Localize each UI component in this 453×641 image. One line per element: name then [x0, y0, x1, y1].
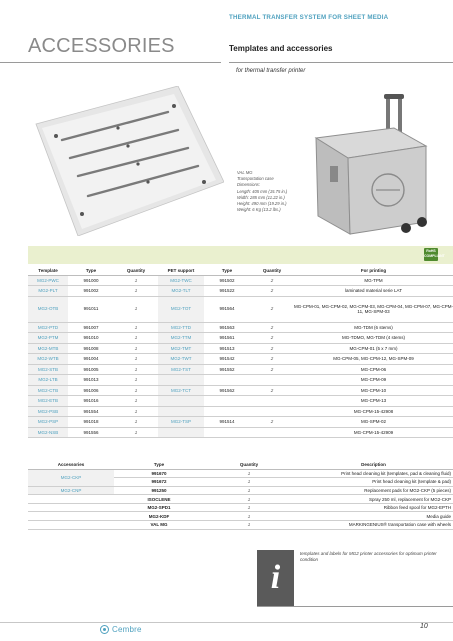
table-header-row: [28, 460, 453, 469]
pet-type: [204, 396, 250, 407]
template-code: MG2-NSB: [28, 427, 68, 438]
template-code: MG2-PWC: [28, 275, 68, 286]
col-header-for-printing: For printing: [294, 266, 453, 275]
for-printing: MG-SPM-02: [294, 417, 453, 428]
template-qty: 1: [114, 286, 158, 297]
template-type: 991004: [68, 354, 114, 365]
section-band: [28, 246, 453, 264]
col-header-pet-type: Type: [204, 266, 250, 275]
pet-type: 991522: [204, 286, 250, 297]
caption-line: Weight: 6 Kg (13.2 lbs.): [237, 207, 281, 213]
page-subtitle: Templates and accessories: [229, 44, 333, 53]
for-printing: MG-CPM-09: [294, 375, 453, 386]
accessory-qty: 1: [204, 469, 294, 478]
col-header-type: Type: [68, 266, 114, 275]
caption-line: Length: 405 mm (15.75 in.): [237, 188, 288, 194]
accessory-description: Print head cleaning kit (templates, pad & cleaning fluid): [294, 469, 453, 478]
accessories-table: [28, 460, 453, 530]
pet-code: [158, 396, 204, 407]
pet-qty: 2: [250, 296, 294, 322]
accessory-group-empty: [28, 503, 114, 512]
caption-line: Transportation case: [237, 176, 274, 182]
template-code: MG2-PSP: [28, 417, 68, 428]
template-qty: 1: [114, 396, 158, 407]
pet-type: 991514: [204, 417, 250, 428]
col-header-description: Description: [294, 460, 453, 469]
accessory-description: Spray 250 ml, replacement for MG2-CKP: [294, 495, 453, 504]
caption-line: Width: 285 mm (11.22 in.): [237, 194, 285, 200]
accessory-qty: 1: [204, 512, 294, 521]
template-type: 991002: [68, 286, 114, 297]
pet-code: MG2-TOT: [158, 296, 204, 322]
template-qty: 1: [114, 333, 158, 344]
table-row: [28, 486, 453, 495]
caption-line: Height: 490 mm (19.29 in.): [237, 201, 287, 207]
template-type: 991554: [68, 406, 114, 417]
accessory-group: MG2-CNP: [28, 486, 114, 495]
for-printing: MG-CPM-06: [294, 364, 453, 375]
pet-qty: [250, 406, 294, 417]
template-code: MG2-CTB: [28, 385, 68, 396]
heading-divider: [0, 62, 221, 63]
caption-line: Dimensions:: [237, 182, 261, 188]
pet-type: 991542: [204, 354, 250, 365]
brand-mark-icon: [100, 625, 109, 634]
template-type: 991006: [68, 385, 114, 396]
for-printing: MG-TDM (6 stems): [294, 322, 453, 333]
template-code: MG2-STB: [28, 364, 68, 375]
footer-divider: [0, 622, 453, 623]
for-printing: MG-CPM-13: [294, 396, 453, 407]
pet-code: MG2-TTM: [158, 333, 204, 344]
accessory-type: MG2-SPD1: [114, 503, 204, 512]
table-row: [28, 427, 453, 438]
template-code: MG2-OTB: [28, 296, 68, 322]
template-qty: 1: [114, 364, 158, 375]
accessory-type: 991250: [114, 486, 204, 495]
pet-type: 991564: [204, 296, 250, 322]
table-row: [28, 469, 453, 478]
table-row: [28, 296, 453, 322]
pet-qty: [250, 427, 294, 438]
for-printing: MG-CPM-05, MG-CPM-12, MG-SPM-09: [294, 354, 453, 365]
accessory-qty: 1: [204, 503, 294, 512]
accessory-group-empty: [28, 512, 114, 521]
info-icon: [257, 550, 294, 606]
col-header-accessories: Accessories: [28, 460, 114, 469]
pet-qty: 2: [250, 333, 294, 344]
for-printing: laminated material serie LAT: [294, 286, 453, 297]
template-type: 991007: [68, 322, 114, 333]
template-code: MG2-PLT: [28, 286, 68, 297]
pet-code: MG2-TST: [158, 364, 204, 375]
pet-code: MG2-TLT: [158, 286, 204, 297]
accessory-type: 991672: [114, 478, 204, 487]
pet-qty: 2: [250, 275, 294, 286]
pet-type: 991562: [204, 385, 250, 396]
col-header-pet-support: PET support: [158, 266, 204, 275]
caption-line: VAL MG: [237, 170, 253, 175]
pet-qty: 2: [250, 417, 294, 428]
accessory-qty: 1: [204, 486, 294, 495]
pet-code: MG2-TMT: [158, 343, 204, 354]
template-qty: 1: [114, 406, 158, 417]
accessory-type: MG2-KDF: [114, 512, 204, 521]
template-code: MG2-PTM: [28, 333, 68, 344]
accessory-type: ISOCLENE: [114, 495, 204, 504]
for-printing: MG-CPM-01 (5 x 7 mm): [294, 343, 453, 354]
accessory-group-empty: [28, 521, 114, 530]
col-header-template: Template: [28, 266, 68, 275]
template-qty: 1: [114, 385, 158, 396]
template-qty: 1: [114, 417, 158, 428]
pet-code: MG2-TWT: [158, 354, 204, 365]
table-row: [28, 322, 453, 333]
pet-type: 991561: [204, 333, 250, 344]
template-code: MG2-LTB: [28, 375, 68, 386]
template-qty: 1: [114, 427, 158, 438]
pet-type: 991513: [204, 343, 250, 354]
template-code: MG2-PSB: [28, 406, 68, 417]
template-type: 991013: [68, 375, 114, 386]
template-code: MG2-WTB: [28, 354, 68, 365]
table-row: [28, 406, 453, 417]
table-row: [28, 385, 453, 396]
pet-type: [204, 375, 250, 386]
pet-type: [204, 427, 250, 438]
brand-name: Cembre: [112, 624, 142, 634]
pet-code: MG2-TSP: [158, 417, 204, 428]
template-type: 991016: [68, 396, 114, 407]
template-qty: 1: [114, 375, 158, 386]
accessory-type: 991670: [114, 469, 204, 478]
template-qty: 1: [114, 343, 158, 354]
transport-case-photo: [310, 94, 430, 242]
template-qty: 1: [114, 322, 158, 333]
table-row: [28, 275, 453, 286]
table-header-row: [28, 266, 453, 275]
accessory-description: MARKINGENIUS® transportation case with wheels: [294, 521, 453, 530]
template-type: 991008: [68, 343, 114, 354]
page-subheading: for thermal transfer printer: [236, 68, 306, 74]
templates-photo: [28, 86, 224, 236]
accessory-description: Replacement pads for MG2-CKP (5 pieces): [294, 486, 453, 495]
pet-code: [158, 375, 204, 386]
info-divider: [257, 606, 453, 607]
template-code: MG2-PTD: [28, 322, 68, 333]
table-row: [28, 286, 453, 297]
info-glyph: i: [270, 559, 281, 596]
col-header-quantity: Quantity: [114, 266, 158, 275]
table-row: [28, 354, 453, 365]
table-row: [28, 396, 453, 407]
pet-code: MG2-TWC: [158, 275, 204, 286]
accessory-qty: 1: [204, 521, 294, 530]
template-code: MG2-ETB: [28, 396, 68, 407]
pet-type: 991563: [204, 322, 250, 333]
col-header-type: Type: [114, 460, 204, 469]
accessory-description: Ribbon feed spool for MG2-EPTH: [294, 503, 453, 512]
template-type: 991011: [68, 296, 114, 322]
template-type: 991018: [68, 417, 114, 428]
template-code: MG2-MTB: [28, 343, 68, 354]
pet-qty: 2: [250, 354, 294, 365]
accessory-qty: 1: [204, 478, 294, 487]
table-row: [28, 364, 453, 375]
page-number: 10: [420, 623, 428, 630]
template-type: 991556: [68, 427, 114, 438]
pet-qty: 2: [250, 343, 294, 354]
for-printing: MG-CPM-15-42908: [294, 406, 453, 417]
col-header-quantity: Quantity: [204, 460, 294, 469]
page-heading: ACCESSORIES: [28, 35, 175, 57]
table-row: [28, 417, 453, 428]
template-type: 991010: [68, 333, 114, 344]
info-text: templates and labels for MG2 printer accessories for optimum printer condition: [300, 551, 437, 562]
pet-type: [204, 406, 250, 417]
table-row: [28, 495, 453, 504]
table-row: [28, 343, 453, 354]
pet-qty: [250, 375, 294, 386]
table-row: [28, 512, 453, 521]
pet-qty: [250, 396, 294, 407]
pet-type: 991552: [204, 364, 250, 375]
for-printing: MG-TDMO, MG-TDM (4 stems): [294, 333, 453, 344]
accessory-description: Print head cleaning kit (template & pad): [294, 478, 453, 487]
brand-logo: [100, 622, 142, 636]
section-label: THERMAL TRANSFER SYSTEM FOR SHEET MEDIA: [229, 14, 389, 21]
accessory-qty: 1: [204, 495, 294, 504]
table-row: [28, 503, 453, 512]
pet-code: [158, 427, 204, 438]
template-qty: 1: [114, 354, 158, 365]
accessory-type: VAL MG: [114, 521, 204, 530]
table-row: [28, 521, 453, 530]
col-header-pet-quantity: Quantity: [250, 266, 294, 275]
pet-code: MG2-TTD: [158, 322, 204, 333]
pet-code: [158, 406, 204, 417]
template-type: 991005: [68, 364, 114, 375]
template-type: 991000: [68, 275, 114, 286]
table-row: [28, 375, 453, 386]
info-note: [28, 550, 453, 610]
pet-qty: 2: [250, 364, 294, 375]
accessory-group-empty: [28, 495, 114, 504]
pet-qty: 2: [250, 322, 294, 333]
for-printing: MG-CPM-15-42909: [294, 427, 453, 438]
rohs-badge: RoHS COMPLIANT: [424, 248, 438, 261]
pet-qty: 2: [250, 286, 294, 297]
table-row: [28, 333, 453, 344]
subtitle-divider: [229, 62, 453, 63]
accessory-description: Media guide: [294, 512, 453, 521]
header: [0, 0, 453, 72]
case-caption: [237, 170, 313, 213]
accessory-group: MG2-CKP: [28, 469, 114, 486]
pet-type: 991502: [204, 275, 250, 286]
for-printing: MG-CPM-10: [294, 385, 453, 396]
for-printing: MG-TPM: [294, 275, 453, 286]
templates-table: [28, 266, 453, 438]
pet-qty: 2: [250, 385, 294, 396]
template-qty: 1: [114, 275, 158, 286]
template-qty: 1: [114, 296, 158, 322]
pet-code: MG2-TCT: [158, 385, 204, 396]
for-printing: MG-CPM-01, MG-CPM-02, MG-CPM-03, MG-CPM-04, MG-CPM-07, MG-CPM-11, MG-SPM-03: [294, 296, 453, 322]
